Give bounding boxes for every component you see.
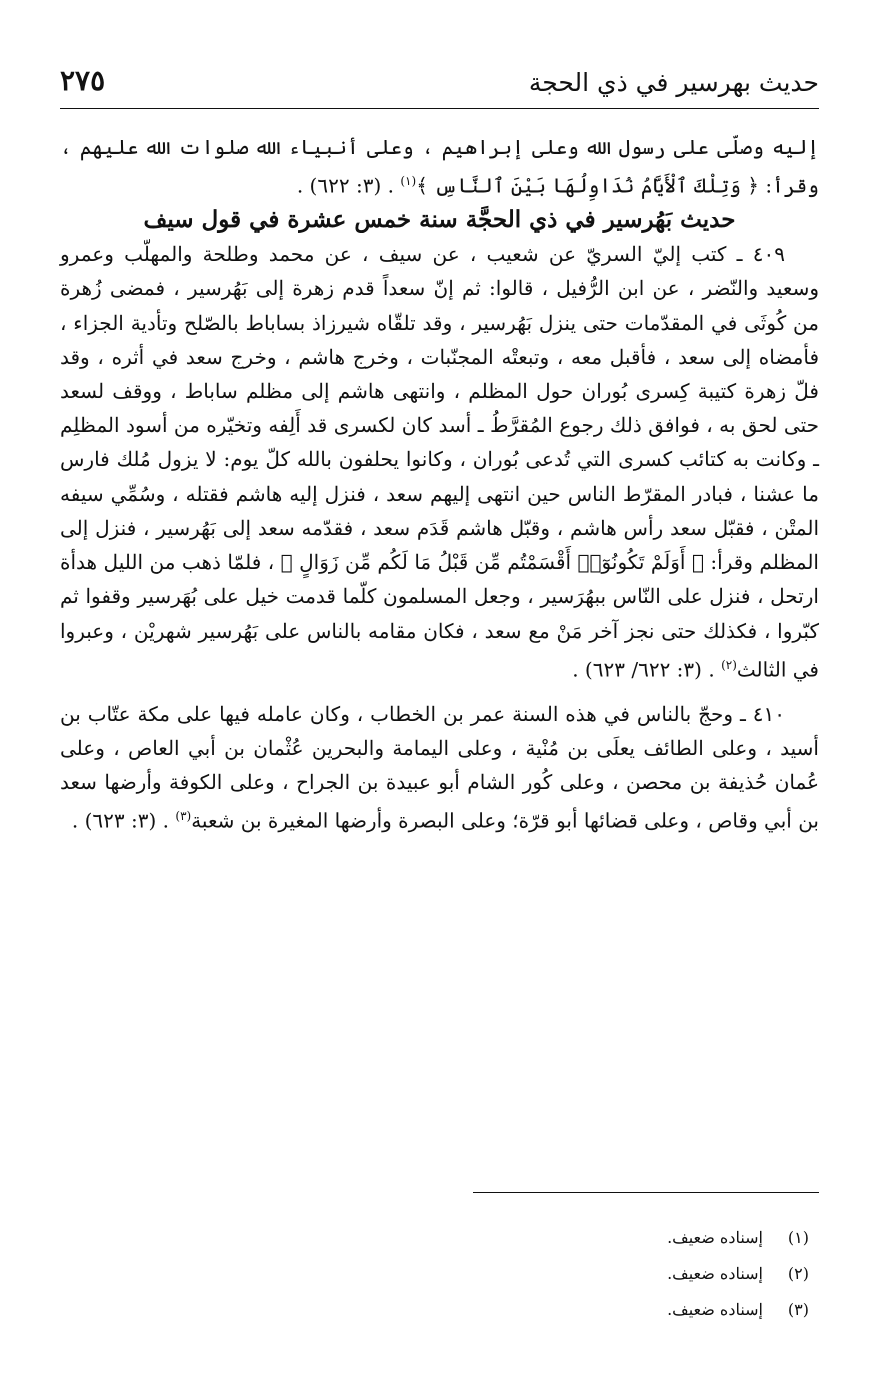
running-head <box>60 62 819 108</box>
footnote-number: (٢) <box>787 1264 809 1283</box>
footnote-2 <box>300 1256 809 1292</box>
paragraph-410-citation: . (٣: ٦٢٣) . <box>71 808 170 833</box>
intro-paragraph <box>60 130 819 203</box>
footnote-number: (٣) <box>787 1300 809 1319</box>
footnote-ref-1: (١) <box>400 174 417 189</box>
footnote-rule <box>473 1192 819 1193</box>
paragraph-410-text: ٤١٠ ـ وحجّ بالناس في هذه السنة عمر بن الخطاب ، وكان عامله فيها على مكة عتّاب بن أسيد ، وعلى الطائف يعلَى بن مُنْية ، وعلى اليمامة والبحرين عُثْمان بن أبي العاص ، وعلى عُمان حُذيفة بن محصن ، وعلى كُور الشام أبو عبيدة بن الجراح ، وعلى الكوفة وأرضها سعد بن أبي وقاص ، وعلى قضائها أبو قرّة؛ وعلى البصرة وأرضها المغيرة بن شعبة <box>60 701 819 833</box>
footnote-ref-3: (٣) <box>175 809 192 824</box>
footnote-text: إسناده ضعيف. <box>667 1300 763 1319</box>
footnote-3 <box>300 1292 809 1328</box>
section-heading: حديث بَهُرسير في ذي الحجَّة سنة خمس عشرة في قول سيف <box>143 206 736 234</box>
paragraph-409-text: ٤٠٩ ـ كتب إليّ السريّ عن شعيب ، عن سيف ، عن محمد وطلحة والمهلّب وعمرو وسعيد والنّضر ، عن ابن الرُّفيل ، قالوا: ثم إنّ سعداً قدم زهرة إلى بَهُرسير ، فمضى زُهرة من كُوثَى في المقدّمات حتى ينزل بَهُرسير ، وقد تلقّاه شيرزاذ بساباط بالصّلح وتأدية الجزاء ، فأمضاه إلى سعد ، فأقبل معه ، وتبعتْه المجنّبات ، وخرج هاشم ، وخرج سعد في أثره ، وقد فلّ زهرة كتيبة كِسرى بُوران حول المظلم ، وانتهى هاشم إلى مظلم ساباط ، ووقف لسعد حتى لحق به ، فوافق ذلك رجوع المُقرَّطُ ـ أسد كان لكسرى قد أَلِفه وتخيّره من أسود المظلِم ـ وكانت به كتائب كسرى التي تُدعى بُوران ، وكانوا يحلفون بالله كلّ يوم: لا يزول مُلك فارس ما عشنا ، فبادر المقرّط الناس حين انتهى إليهم سعد ، فنزل إليه هاشم فقتله ، وسُمِّي سيفه المتْن ، فقبّل سعد رأس هاشم ، وقبّل هاشم قَدَم سعد ، فقدّمه سعد إلى بَهُرسير ، فنزل إلى المظلم وقرأ: ﴿ أَوَلَمْ تَكُونُوٓا۟ أَقْسَمْتُم مِّن قَبْلُ مَا لَكُم مِّن زَوَالٍ ﴾ ، فلمّا ذهب من الليل هدأة ارتحل ، فنزل على النّاس ببهُرَسير ، وجعل المسلمون كلّما قدمت خيل على بُهَرسير وقفوا ثم كبّروا ، فكذلك حتى نجز آخر مَنْ مع سعد ، فكان مقامه بالناس على بَهُرسير شهريْن ، وعبروا في الثالث <box>60 242 820 682</box>
intro-text: إليه وصلّى على رسول الله وعلى إبراهيم ، وعلى أنبياء الله صلوات الله عليهم ، وقرأ: ﴿ وَتِلْكَ ٱلْأَيَّامُ نُدَاوِلُهَا بَيْنَ ٱلنَّاسِ ﴾ <box>60 135 819 198</box>
header-rule <box>60 108 819 109</box>
footnote-1 <box>300 1220 809 1256</box>
footnote-text: إسناده ضعيف. <box>667 1228 763 1247</box>
footnote-number: (١) <box>787 1228 809 1247</box>
paragraph-409 <box>60 237 819 686</box>
intro-citation: . (٣: ٦٢٢) . <box>296 173 394 198</box>
running-title: حديث بهرسير في ذي الحجة <box>528 68 819 97</box>
body-text <box>60 130 819 838</box>
page-number: ٢٧٥ <box>60 64 106 97</box>
paragraph-410 <box>60 697 819 838</box>
footnotes <box>300 1220 809 1328</box>
footnote-ref-2: (٢) <box>721 657 737 672</box>
paragraph-409-citation: . (٣: ٦٢٢/ ٦٢٣) . <box>572 657 715 682</box>
footnote-text: إسناده ضعيف. <box>667 1264 763 1283</box>
